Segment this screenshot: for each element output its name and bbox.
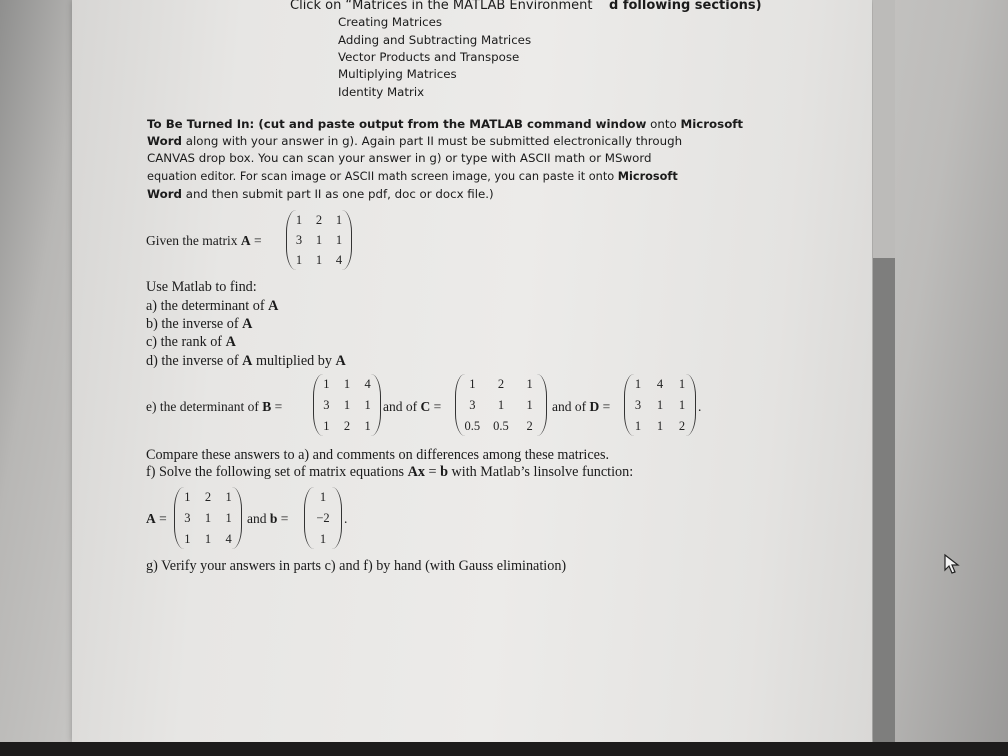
task-f: f) Solve the following set of matrix equations Ax = b with Matlab’s linsolve function: — [146, 464, 634, 480]
matrix-cell: 4 — [225, 531, 232, 546]
matrix-cell: 1 — [315, 253, 323, 267]
matrix-cell: 1 — [335, 213, 343, 227]
matrix-C — [455, 374, 547, 436]
header-line — [290, 0, 762, 14]
document-page — [72, 0, 872, 742]
section-item[interactable]: Adding and Subtracting Matrices — [338, 33, 532, 47]
section-item[interactable]: Vector Products and Transpose — [338, 50, 520, 64]
and-of-D: and of D = — [552, 399, 611, 414]
turn-in-line-5: Word and then submit part II as one pdf, doc or docx file.) — [147, 187, 494, 201]
mouse-pointer-icon — [943, 553, 963, 575]
matrix-cell: 1 — [526, 377, 533, 392]
matrix-cell: 1 — [295, 213, 303, 227]
task-d: d) the inverse of A multiplied by A — [146, 353, 346, 369]
compare-text: Compare these answers to a) and comments on differences among these matrices. — [146, 447, 610, 463]
matrix-cell: 1 — [204, 510, 212, 525]
matrix-cell: 0.5 — [464, 418, 481, 433]
matrix-cell: 1 — [295, 253, 303, 267]
matrix-cell: 1 — [656, 397, 664, 412]
matrix-cell: 2 — [678, 418, 686, 433]
matrix-cell: 1 — [364, 397, 371, 412]
matrix-A-f — [174, 487, 242, 549]
matrix-cell: 1 — [497, 397, 505, 412]
matrix-B — [313, 374, 381, 436]
matrix-cell: 3 — [184, 510, 191, 525]
matrix-A — [286, 210, 352, 270]
header-suffix: d following sections) — [608, 0, 762, 13]
turn-in-line-3: CANVAS drop box. You can scan your answer in g) or type with ASCII math or MSword — [147, 151, 652, 165]
matrix-cell: 2 — [204, 490, 212, 505]
matrix-cell: 1 — [225, 510, 232, 525]
task-e-label: e) the determinant of B = — [146, 399, 283, 414]
matrix-cell: 1 — [225, 490, 232, 505]
section-item[interactable]: Creating Matrices — [338, 15, 442, 29]
matrix-cell: 1 — [656, 418, 664, 433]
matrix-cell: 1 — [634, 418, 642, 433]
given-label: Given the matrix A = — [146, 233, 262, 248]
f-end: . — [344, 511, 348, 526]
matrix-cell: 1 — [343, 377, 351, 392]
scrollbar-track[interactable] — [873, 0, 895, 258]
matrix-cell: 4 — [364, 377, 371, 392]
matrix-cell: 1 — [319, 531, 327, 546]
matrix-cell: 2 — [343, 418, 351, 433]
matrix-cell: 1 — [678, 377, 686, 392]
matrix-cell: 3 — [634, 397, 642, 412]
matrix-cell: −2 — [316, 510, 330, 525]
f-A-label: A = — [146, 511, 167, 526]
and-of-C: and of C = — [383, 399, 442, 414]
matrix-cell: 1 — [634, 377, 642, 392]
matrix-cell: 4 — [656, 377, 664, 392]
matrix-cell: 3 — [469, 397, 476, 412]
matrix-cell: 2 — [526, 418, 533, 433]
turn-in-line-1: To Be Turned In: (cut and paste output from the MATLAB command window onto Microsoft — [147, 117, 744, 131]
matrix-cell: 2 — [315, 213, 323, 227]
matrix-cell: 3 — [295, 233, 303, 247]
matrix-cell: 1 — [469, 377, 476, 392]
matrix-cell: 1 — [323, 418, 330, 433]
matrix-cell: 1 — [678, 397, 686, 412]
scrollbar-thumb[interactable] — [873, 258, 895, 744]
vector-b — [304, 487, 342, 549]
matrix-cell: 1 — [315, 233, 323, 247]
f-and-b: and b = — [247, 511, 289, 526]
task-g: g) Verify your answers in parts c) and f) by hand (with Gauss elimination) — [146, 558, 567, 574]
task-e-end: . — [698, 399, 702, 414]
tasks-intro: Use Matlab to find: — [146, 279, 257, 295]
task-c: c) the rank of A — [146, 334, 236, 350]
turn-in-line-2: Word along with your answer in g). Again part II must be submitted electronically through — [147, 134, 683, 148]
matrix-cell: 1 — [526, 397, 533, 412]
matrix-cell: 1 — [343, 397, 351, 412]
matrix-cell: 4 — [335, 253, 343, 267]
task-a: a) the determinant of A — [146, 298, 279, 314]
task-b: b) the inverse of A — [146, 316, 253, 332]
section-item[interactable]: Identity Matrix — [338, 85, 425, 99]
turn-in-line-4: equation editor. For scan image or ASCII math screen image, you can paste it onto Microsoft — [147, 170, 678, 183]
matrix-cell: 1 — [184, 490, 191, 505]
matrix-cell: 1 — [335, 233, 343, 247]
glare-gap — [592, 0, 609, 13]
matrix-D — [624, 374, 696, 436]
matrix-cell: 1 — [204, 531, 212, 546]
matrix-cell: 3 — [323, 397, 330, 412]
matrix-cell: 1 — [319, 490, 327, 505]
matrix-cell: 1 — [184, 531, 191, 546]
matrix-cell: 1 — [364, 418, 371, 433]
screen-bottom-bezel — [0, 742, 1008, 756]
matrix-cell: 2 — [497, 377, 505, 392]
matrix-cell: 0.5 — [493, 418, 509, 433]
matrix-cell: 1 — [323, 377, 330, 392]
section-item[interactable]: Multiplying Matrices — [338, 67, 457, 81]
header-prefix: Click on “Matrices in the MATLAB Environment — [290, 0, 593, 13]
